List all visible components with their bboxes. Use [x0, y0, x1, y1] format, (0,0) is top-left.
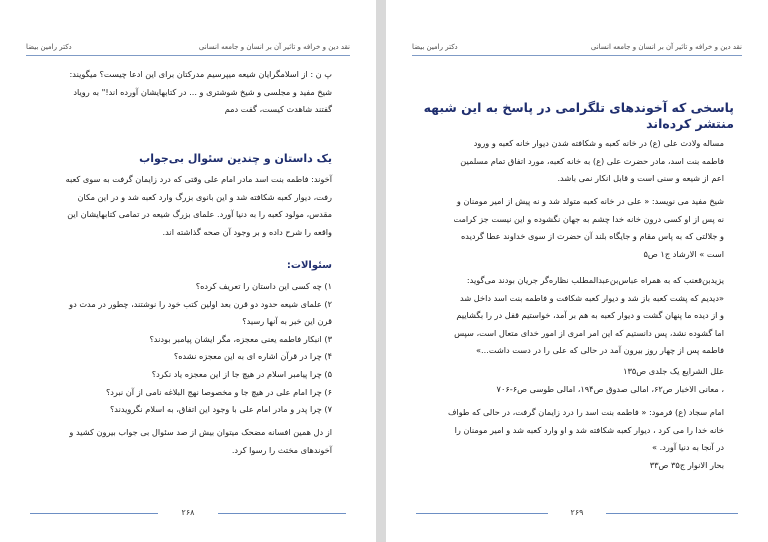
page-number: ۲۶۸ — [181, 508, 195, 517]
right-page — [386, 0, 768, 542]
header-rule — [412, 55, 742, 56]
text-line: رفت، دیوار کعبه شکافته شد و این بانوی بزرگ وارد کعبه شد و در این مکان — [77, 191, 332, 202]
list-item: ۲) علمای شیعه حدود دو قرن بعد اولین کتب خود را نوشتند، چطور در مدت دو — [69, 298, 332, 309]
text-line: گفتند شاهدت کیست، گفت دمم — [224, 104, 332, 115]
paragraph-2 — [426, 193, 724, 263]
list-item: ۷) چرا پدر و مادر امام علی با وجود این اتفاق، به اسلام نگرویدند؟ — [109, 404, 332, 415]
footer-rule — [30, 513, 158, 514]
text-line: و جلالتی که به پاس مقام و جایگاه بلند آن حضرت از سوی خداوند عطا گردیده — [461, 231, 724, 242]
page-header — [412, 41, 742, 53]
text-line: فاطمه پس از چهار روز بیرون آمد در حالی که علی را در دست داشت...» — [476, 345, 724, 356]
text-line: است » الارشاد ج۱ ص۵ — [643, 248, 724, 259]
text-line: از دل همین افسانه مضحک میتوان بیش از صد سئوال بی جواب بیرون کشید و — [69, 427, 332, 437]
text-line: شیخ مفید می نویسد: « علی در خانه کعبه متولد شد و نه پیش از امیر مومنان و — [456, 196, 724, 206]
text-line: مساله ولادت علی (ع) در خانه کعبه و شکافته شدن دیوار خانه کعبه و ورود — [473, 138, 724, 148]
header-rule — [26, 55, 350, 56]
text-line: اما گشوده نشد، پس دانستیم که این امر امری از امور خدای متعال است، سپس — [454, 327, 724, 338]
text-line: فاطمه بنت اسد، مادر حضرت علی (ع) به خانه کعبه، مورد اتفاق تمام مسلمین — [460, 155, 724, 166]
text-line: نه پس از او کسی درون خانه خدا چشم به جهان نگشوده و این نیست جز کرامت — [453, 213, 724, 224]
list-item: ۱) چه کسی این داستان را تعریف کرده؟ — [195, 281, 332, 291]
reference: علل الشرایع یک جلدی ص۱۳۵ — [623, 366, 724, 376]
text-line: و از دیده ما پنهان گشت و دیوار کعبه به هم بر آمد، خواستیم قفل در را بگشاییم — [456, 310, 724, 321]
left-page — [0, 0, 376, 542]
paragraph-3 — [426, 272, 724, 360]
header-book-title: نقد دین و خرافه و تاثیر آن بر انسان و جامعه انسانی — [590, 43, 742, 51]
text-line: شیخ مفید و مجلسی و شیخ شوشتری و ... در کتابهایشان آورده اند!" به رویاد — [73, 86, 332, 97]
footer-rule — [218, 513, 346, 514]
header-author: دکتر رامین بیضا — [26, 43, 72, 51]
text-line: «دیدیم که پشت کعبه باز شد و دیوار کعبه شکافت و فاطمه بنت اسد داخل شد — [460, 292, 724, 303]
footer-rule — [416, 513, 548, 514]
text-line: اعم از شیعه و سنی است و قابل انکار نمی باشد. — [557, 173, 724, 184]
text-line: پ ن : از اسلامگرایان شیعه میپرسیم مدرکتان برای این ادعا چیست؟ میگویند: — [69, 69, 332, 79]
list-item: ۴) چرا در قرآن اشاره ای به این معجزه نشده؟ — [173, 351, 332, 362]
list-item: ۵) چرا پیامبر اسلام در هیچ جا از این معجزه یاد نکرد؟ — [151, 368, 332, 379]
reference: ، معانی الاخبار ص۶۲، امالی صدوق ص۱۹۴، امالی طوسی ص۶-۷۰۶ — [496, 383, 724, 394]
intro-paragraph — [40, 66, 332, 119]
questions-list — [40, 278, 332, 419]
text-line: آخوندهای مختث را رسوا کرد. — [231, 444, 332, 455]
questions-heading: سئوالات: — [286, 260, 332, 271]
header-author: دکتر رامین بیضا — [412, 43, 458, 51]
closing-paragraph — [40, 424, 332, 459]
list-item: قرن این خبر به آنها رسید؟ — [242, 316, 332, 327]
page-footer — [30, 506, 346, 520]
header-book-title: نقد دین و خرافه و تاثیر آن بر انسان و جامعه انسانی — [198, 43, 350, 51]
text-line: در آنجا به دنیا آورد. » — [652, 442, 724, 453]
page-header — [26, 41, 350, 53]
paragraph-1 — [426, 135, 724, 188]
list-item: ۳) انبکار فاطمه یعنی معجزه، مگر ایشان پیامبر بودند؟ — [149, 333, 332, 344]
footer-rule — [606, 513, 738, 514]
text-line: مقدس، مولود کعبه را به دنیا آورد. علمای بزرگ شیعه در تمامی کتابهایشان این — [67, 209, 332, 220]
text-line: امام سجاد (ع) فرمود: « فاطمه بنت اسد را درد زایمان گرفت، در حالی که طواف — [447, 407, 724, 417]
section-heading: یک داستان و چندین سئوال بی‌جواب — [139, 152, 332, 165]
text-line: واقعه را شرح داده و بر وجود آن صحه گذاشته اند. — [162, 226, 332, 237]
references-1 — [426, 363, 724, 398]
text-line: خانه خدا را می کرد ، دیوار کعبه شکافته شد و او وارد کعبه شد و امیر مومنان را — [454, 424, 724, 435]
section-paragraph — [40, 171, 332, 241]
text-line: آخوند: فاطمه بنت اسد مادر امام علی وقتی که درد زایمان گرفت به سوی کعبه — [65, 174, 332, 184]
reference: بحار الانوار ج۳۵ ص۳۳ — [649, 459, 724, 470]
page-title: پاسخی که آخوندهای تلگرامی در پاسخ به این شبهه منتشر کرده‌اند — [423, 100, 734, 131]
text-line: یزیدبن‌قعنب که به همراه عباس‌بن‌عبدالمطلب نظاره‌گر جریان بودند می‌گوید: — [466, 275, 724, 285]
paragraph-4 — [426, 404, 724, 474]
page-footer — [416, 506, 738, 520]
page-number: ۲۶۹ — [570, 508, 584, 517]
list-item: ۶) چرا امام علی در هیچ جا و مخصوصا نهج البلاغه نامی از آن نبرد؟ — [105, 386, 332, 397]
